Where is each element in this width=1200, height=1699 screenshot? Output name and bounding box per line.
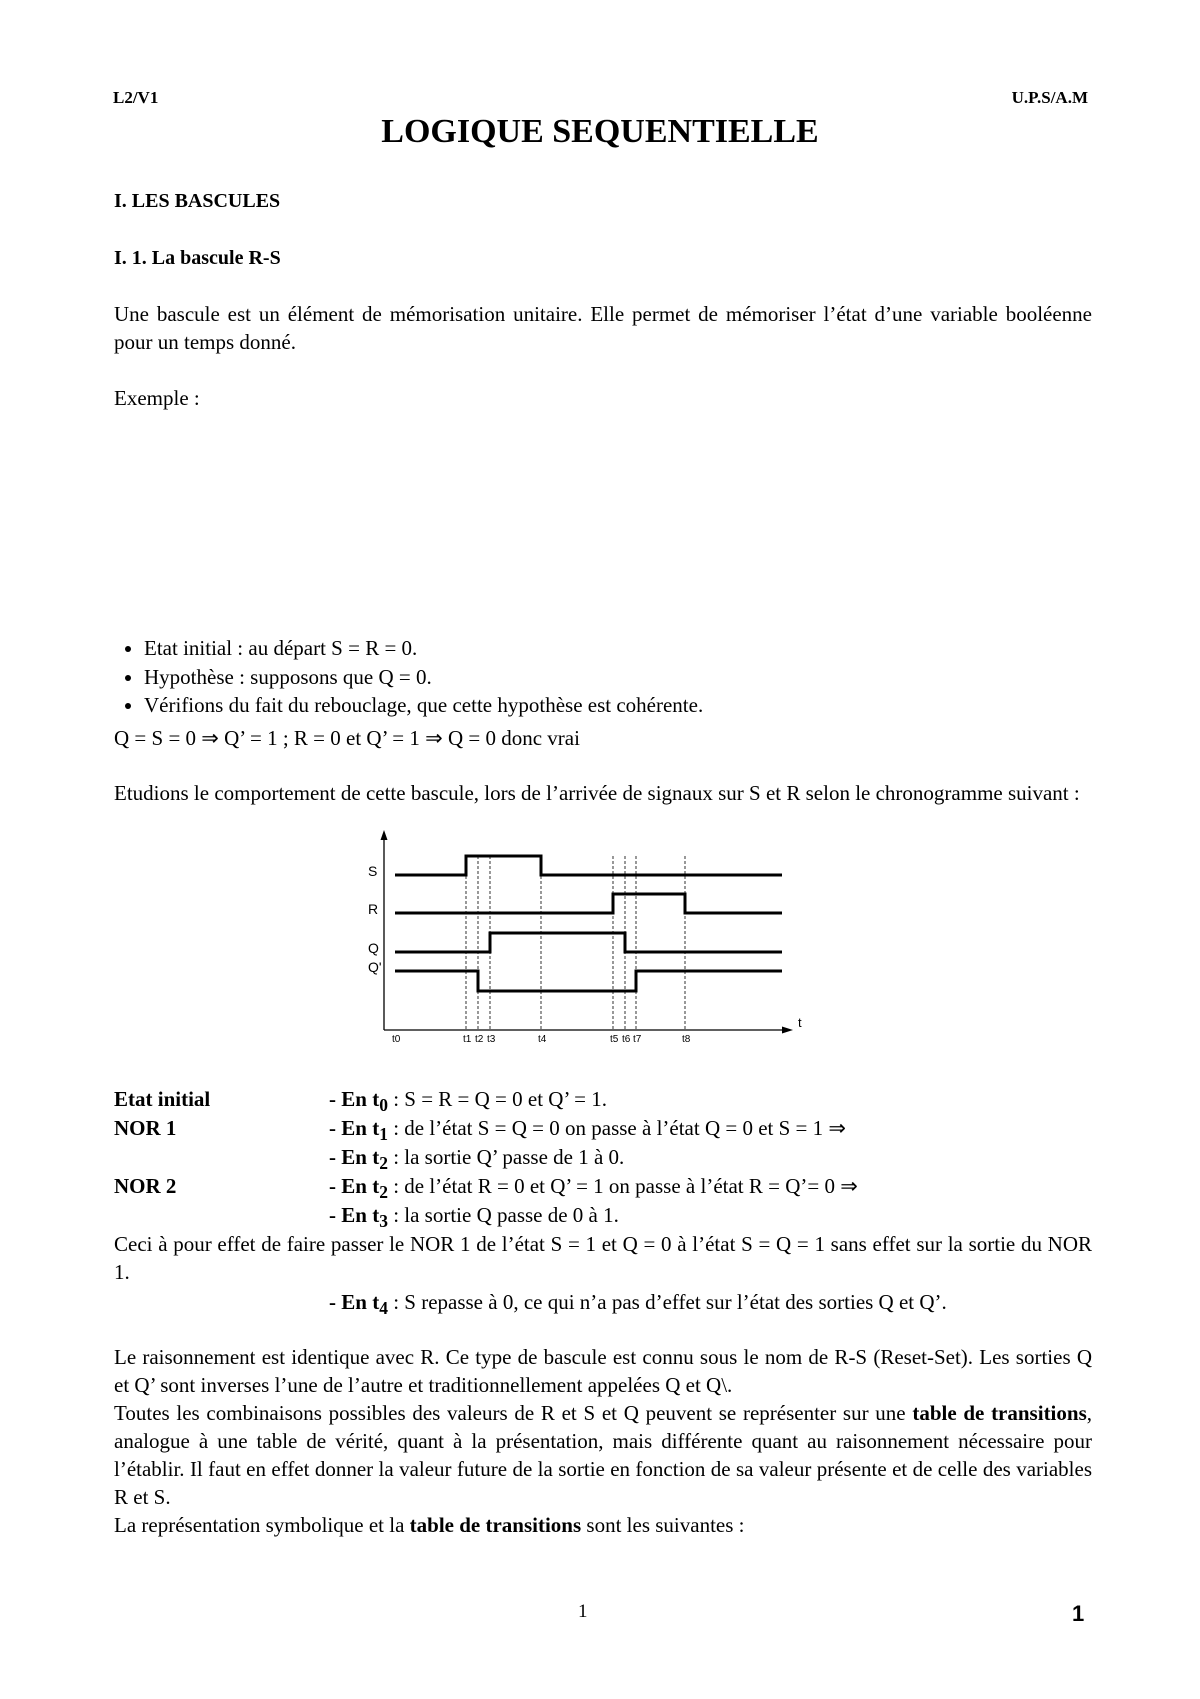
time-subscript: 2 xyxy=(379,1182,388,1203)
row-t1: - En $t_1$ : de l’état S = Q = 0 on passe à l’état Q = 0 et S = 1 ⇒ xyxy=(329,1116,846,1145)
time-subscript: 3 xyxy=(379,1211,388,1232)
row-text: : la sortie Q passe de 0 à 1. xyxy=(387,1203,619,1227)
signal-label: R xyxy=(368,901,379,917)
ceci-paragraph: Ceci à pour effet de faire passer le NOR 1 de l’état S = 1 et Q = 0 à l’état S = Q = 1 sans effet sur la sortie du NOR 1. xyxy=(114,1232,1092,1284)
time-label: t7 xyxy=(633,1034,642,1045)
row-t4: - En $t_4$ : S repasse à 0, ce qui n’a pas d’effet sur l’état des sorties Q et Q’. xyxy=(329,1290,947,1319)
time-subscript: 1 xyxy=(379,1124,388,1145)
text-run: La représentation symbolique et la xyxy=(114,1513,410,1537)
header-right: U.P.S/A.M xyxy=(1011,88,1088,107)
toutes-paragraph xyxy=(114,1399,1092,1511)
x-axis-label: t xyxy=(798,1015,802,1030)
signal-label: Q' xyxy=(368,959,382,975)
row-t3: - En $t_3$ : la sortie Q passe de 0 à 1. xyxy=(329,1203,619,1232)
row-prefix: - En xyxy=(329,1145,373,1169)
row-t2b: - En $t_2$ : de l’état R = 0 et Q’ = 1 on passe à l’état R = Q’= 0 ⇒ xyxy=(329,1174,858,1203)
example-label: Exemple : xyxy=(114,386,200,410)
signal-Qprime xyxy=(395,971,782,991)
row-text: : la sortie Q’ passe de 1 à 0. xyxy=(387,1145,625,1169)
y-axis-arrow xyxy=(381,830,388,840)
time-label: t0 xyxy=(392,1034,401,1045)
list-item: • Etat initial : au départ S = R = 0. xyxy=(144,634,703,663)
time-subscript: 0 xyxy=(379,1095,388,1116)
time-subscript: 4 xyxy=(379,1298,388,1319)
row-t2a: - En $t_2$ : la sortie Q’ passe de 1 à 0. xyxy=(329,1145,625,1174)
intro-paragraph: Une bascule est un élément de mémorisation unitaire. Elle permet de mémoriser l’état d’une variable booléenne pour un temps donné. xyxy=(114,302,1092,354)
list-item: • Hypothèse : supposons que Q = 0. xyxy=(144,663,703,692)
subsection-heading: I. 1. La bascule R-S xyxy=(114,247,281,269)
implication-line: Q = S = 0 ⇒ Q’ = 1 ; R = 0 et Q’ = 1 ⇒ Q = 0 donc vrai xyxy=(114,726,580,750)
header-left: L2/V1 xyxy=(113,88,159,107)
time-label: t1 xyxy=(463,1034,472,1045)
timing-diagram xyxy=(368,830,820,1060)
bold-term: table de transitions xyxy=(409,1513,582,1537)
row-text: : S = R = Q = 0 et Q’ = 1. xyxy=(387,1087,608,1111)
row-prefix: - En xyxy=(329,1290,373,1314)
last-sentence xyxy=(114,1511,745,1539)
row-prefix: - En xyxy=(329,1174,373,1198)
page-title: LOGIQUE SEQUENTIELLE xyxy=(381,113,819,150)
signal-S xyxy=(395,856,782,875)
text-run: , analogue à une table de vérité, quant à la présentation, mais différente quant au raisonnement nécessaire pour l’établir. Il faut en effet donner la valeur future de la sortie en fonction de sa valeur présente et de celle des variables R et S. xyxy=(114,1401,1092,1509)
raisonnement-paragraph: Le raisonnement est identique avec R. Ce type de bascule est connu sous le nom de R-S (Reset-Set). Les sorties Q et Q’ sont inverses l’une de l’autre et traditionnellement appelées Q et Q\. xyxy=(114,1345,1092,1397)
page-number-right: 1 xyxy=(1072,1601,1085,1626)
time-label: t3 xyxy=(487,1034,496,1045)
signal-label: S xyxy=(368,863,378,879)
row-prefix: - En xyxy=(329,1203,373,1227)
time-label: t5 xyxy=(610,1034,619,1045)
text-run: sont les suivantes : xyxy=(581,1513,745,1537)
bullet-list xyxy=(116,634,703,720)
section-heading: I. LES BASCULES xyxy=(114,190,281,212)
time-label: t6 xyxy=(622,1034,631,1045)
time-label: t4 xyxy=(538,1034,547,1045)
text-run: Toutes les combinaisons possibles des valeurs de R et S et Q peuvent se représenter sur une xyxy=(114,1401,913,1425)
time-label: t8 xyxy=(682,1034,691,1045)
row-text: : de l’état S = Q = 0 on passe à l’état Q = 0 et S = 1 ⇒ xyxy=(387,1116,846,1140)
row-prefix: - En xyxy=(329,1087,373,1111)
row-text: : S repasse à 0, ce qui n’a pas d’effet sur l’état des sorties Q et Q’. xyxy=(387,1290,947,1314)
time-label: t2 xyxy=(475,1034,484,1045)
row-text: : de l’état R = 0 et Q’ = 1 on passe à l’état R = Q’= 0 ⇒ xyxy=(387,1174,858,1198)
row-label-etat-initial: Etat initial xyxy=(114,1087,211,1111)
signal-Q xyxy=(395,933,782,952)
x-axis-arrow xyxy=(782,1027,793,1034)
bold-term: table de transitions xyxy=(912,1401,1087,1425)
signal-R xyxy=(395,894,782,913)
row-prefix: - En xyxy=(329,1116,373,1140)
row-label-nor1: NOR 1 xyxy=(114,1116,177,1140)
row-label-nor2: NOR 2 xyxy=(114,1174,177,1198)
chronogram-intro: Etudions le comportement de cette bascule, lors de l’arrivée de signaux sur S et R selon le chronogramme suivant : xyxy=(114,781,1080,805)
list-item: • Vérifions du fait du rebouclage, que cette hypothèse est cohérente. xyxy=(144,691,703,720)
signal-label: Q xyxy=(368,940,379,956)
time-subscript: 2 xyxy=(379,1153,388,1174)
row-t0: - En $t_0$ : S = R = Q = 0 et Q’ = 1. xyxy=(329,1087,608,1116)
page-number-center: 1 xyxy=(578,1601,588,1622)
